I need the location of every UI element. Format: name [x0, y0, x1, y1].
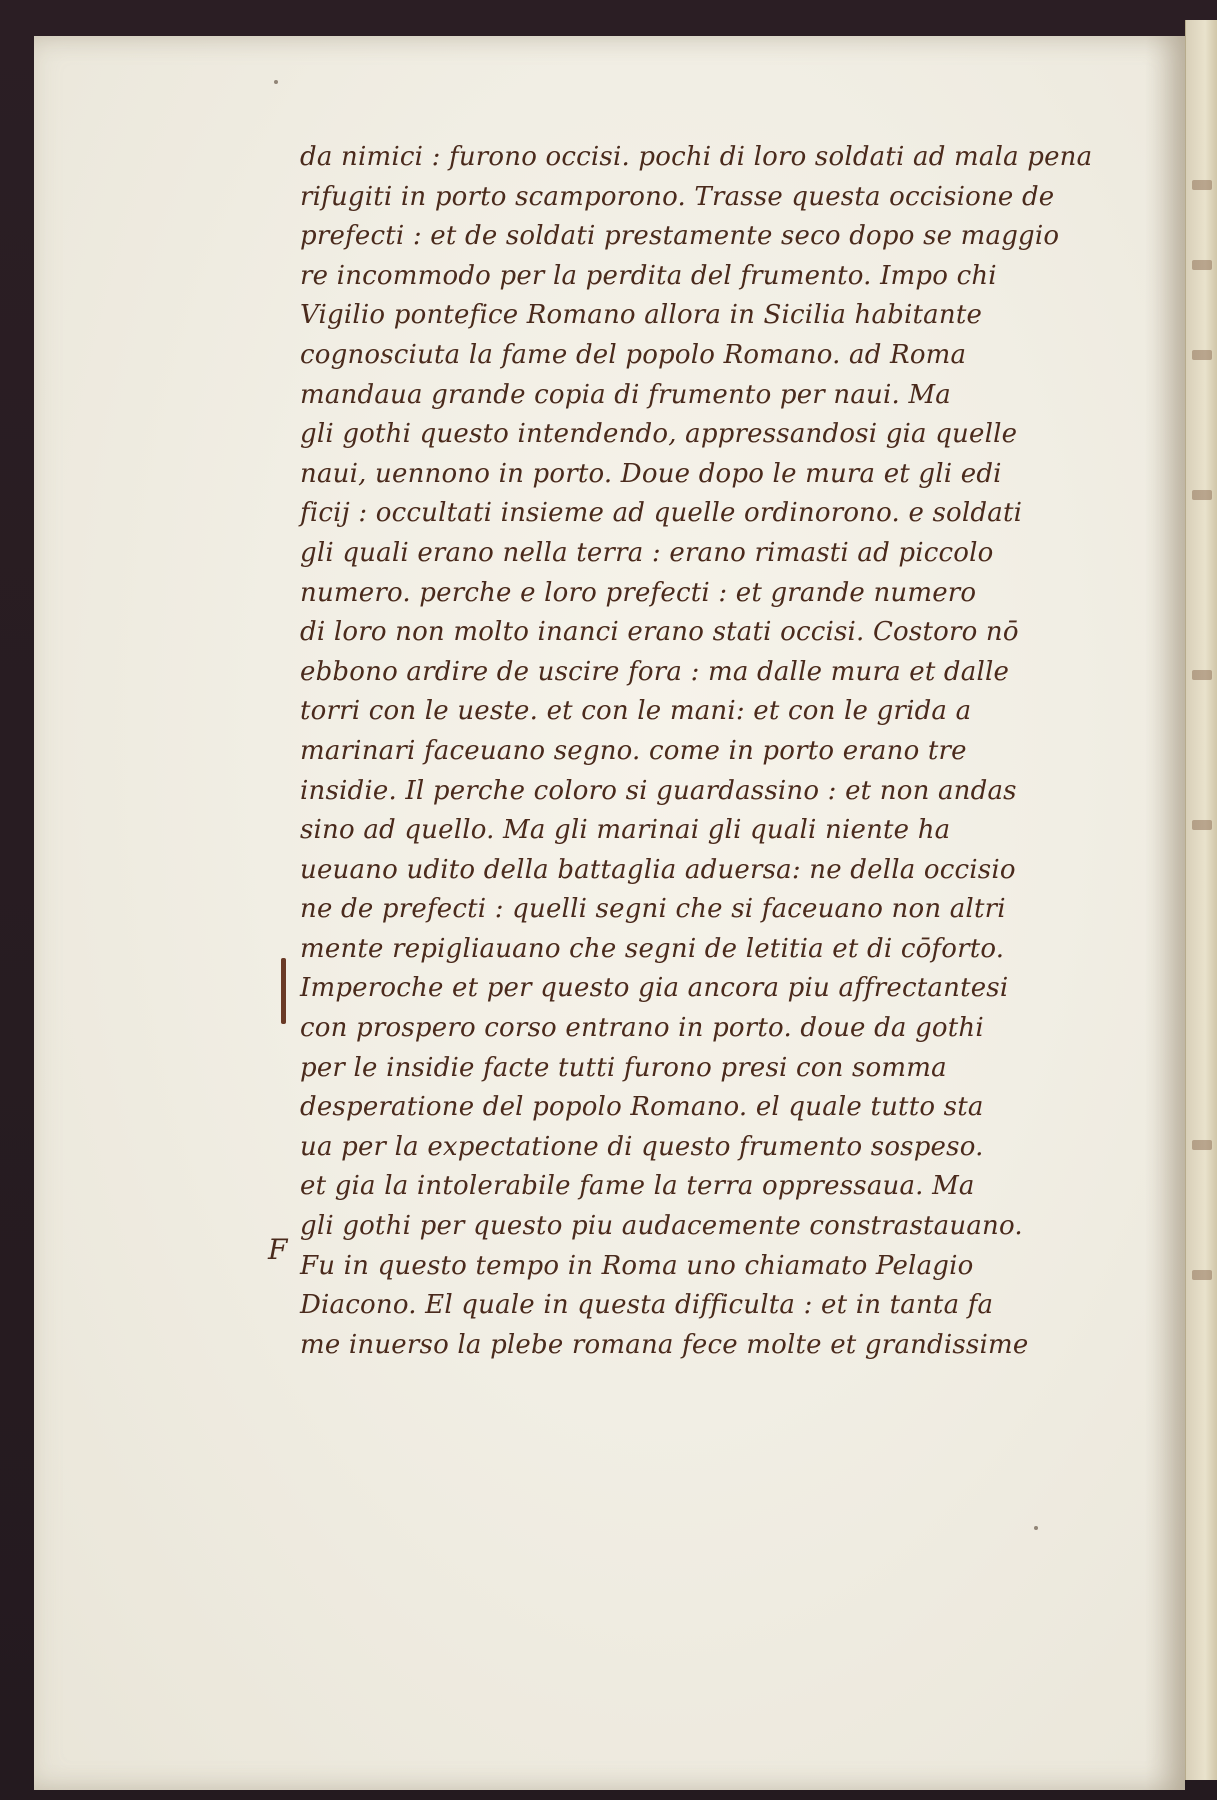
- text-line: naui, uennono in porto. Doue dopo le mura et gli edi: [300, 458, 1002, 489]
- page-speck: [274, 80, 278, 84]
- text-line: ua per la expectatione di questo frumento sospeso.: [300, 1131, 984, 1162]
- initial-guide-letter: F: [268, 1233, 288, 1266]
- text-line: ebbono ardire de uscire fora : ma dalle mura et dalle: [300, 656, 1010, 687]
- text-line: da nimici : furono occisi. pochi di loro soldati ad mala pena: [300, 142, 1093, 172]
- text-line: gli gothi per questo piu audacemente constrastauano.: [300, 1211, 1023, 1242]
- text-line: mente repigliauano che segni de letitia et di cōforto.: [300, 933, 1005, 964]
- adjacent-text-fragment: [1192, 350, 1212, 360]
- text-line: desperatione del popolo Romano. el quale tutto sta: [300, 1092, 984, 1123]
- adjacent-leaf-edge: [1185, 20, 1217, 1780]
- page-edge-shadow: [1145, 36, 1185, 1790]
- marginal-paragraph-mark: [281, 958, 286, 1024]
- adjacent-text-fragment: [1192, 260, 1212, 270]
- text-line: torri con le ueste. et con le mani: et con le grida a: [300, 696, 972, 727]
- text-line: ficij : occultati insieme ad quelle ordinorono. e soldati: [300, 498, 1023, 529]
- text-line: mandaua grande copia di frumento per naui. Ma: [300, 379, 951, 410]
- text-line: numero. perche e loro prefecti : et grande numero: [300, 577, 977, 608]
- text-line: gli quali erano nella terra : erano rimasti ad piccolo: [300, 537, 994, 568]
- text-line: et gia la intolerabile fame la terra oppressaua. Ma: [300, 1171, 975, 1202]
- text-line: Imperoche et per questo gia ancora piu affrectantesi: [300, 973, 1009, 1004]
- text-line: Vigilio pontefice Romano allora in Sicilia habitante: [300, 300, 983, 331]
- text-line: di loro non molto inanci erano stati occisi. Costoro nō: [300, 617, 1019, 648]
- page-speck: [1034, 1526, 1038, 1530]
- text-line: rifugiti in porto scamporono. Trasse questa occisione de: [300, 181, 1055, 212]
- adjacent-text-fragment: [1192, 180, 1212, 190]
- text-line: ne de prefecti : quelli segni che si faceuano non altri: [300, 894, 1006, 925]
- text-line: sino ad quello. Ma gli marinai gli quali niente ha: [300, 815, 951, 846]
- text-line: prefecti : et de soldati prestamente seco dopo se maggio: [300, 221, 1060, 252]
- adjacent-text-fragment: [1192, 820, 1212, 830]
- adjacent-text-fragment: [1192, 1140, 1212, 1150]
- adjacent-text-fragment: [1192, 670, 1212, 680]
- text-line: con prospero corso entrano in porto. doue da gothi: [300, 1013, 984, 1044]
- text-line: gli gothi questo intendendo, appressandosi gia quelle: [300, 419, 1018, 450]
- adjacent-text-fragment: [1192, 1270, 1212, 1280]
- text-line: insidie. Il perche coloro si guardassino : et non andas: [300, 775, 1017, 806]
- manuscript-text-block: [300, 138, 1120, 1365]
- text-line: per le insidie facte tutti furono presi con somma: [300, 1052, 947, 1083]
- text-line: Fu in questo tempo in Roma uno chiamato Pelagio: [300, 1250, 974, 1281]
- text-line: Diacono. El quale in questa difficulta : et in tanta fa: [300, 1290, 994, 1321]
- text-line: marinari faceuano segno. come in porto erano tre: [300, 735, 967, 766]
- adjacent-text-fragment: [1192, 490, 1212, 500]
- text-line: me inuerso la plebe romana fece molte et grandissime: [300, 1329, 1029, 1360]
- text-line: ueuano udito della battaglia aduersa: ne della occisio: [300, 854, 1016, 885]
- text-line: cognosciuta la fame del popolo Romano. ad Roma: [300, 339, 967, 370]
- text-line: re incommodo per la perdita del frumento. Impo chi: [300, 260, 997, 291]
